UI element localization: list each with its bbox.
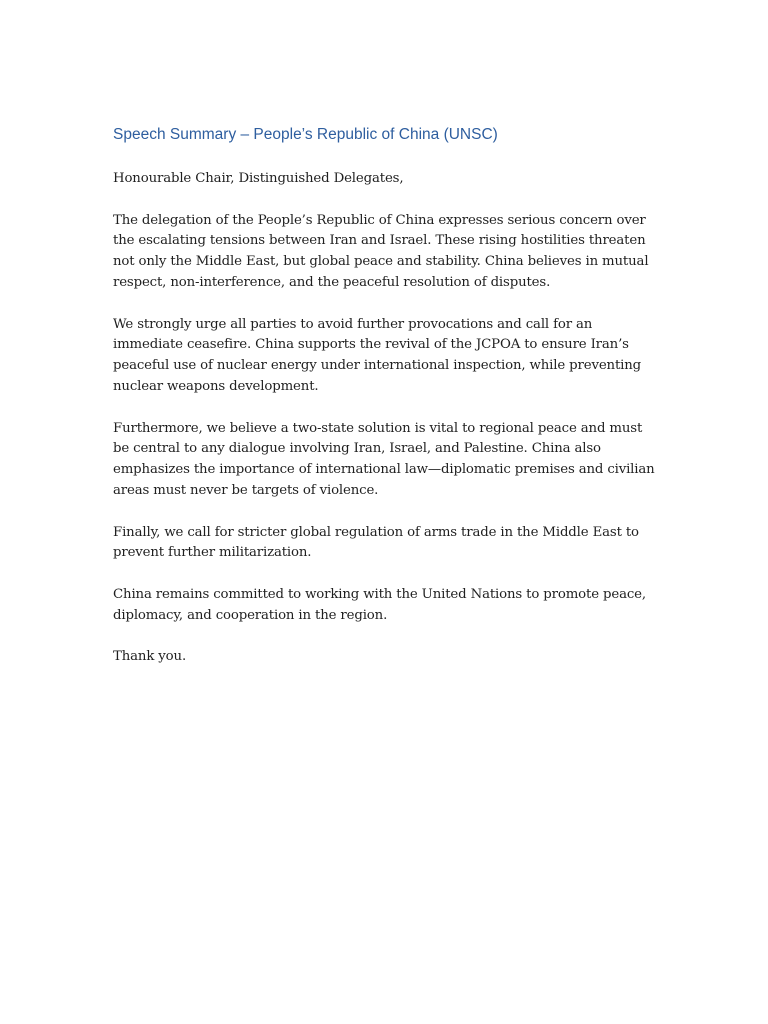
salutation: Honourable Chair, Distinguished Delegates, <box>113 171 404 186</box>
paragraph-commitment: China remains committed to working with the United Nations to promote peace, diplomacy, and cooperation in the region. <box>113 586 646 623</box>
paragraph-concern: The delegation of the People’s Republic of China expresses serious concern over the escalating tensions between Iran and Israel. These rising hostilities threaten not only the Middle East, but global peace and stability. China believes in mutual respect, non-interference, and the peaceful resolution of disputes. <box>113 212 649 290</box>
document-title: Speech Summary – People’s Republic of China (UNSC) <box>113 126 498 143</box>
closing-line: Thank you. <box>113 649 187 665</box>
paragraph-arms-regulation: Finally, we call for stricter global regulation of arms trade in the Middle East to prevent further militarization. <box>113 524 639 561</box>
document-body <box>113 124 658 668</box>
paragraph-ceasefire: We strongly urge all parties to avoid further provocations and call for an immediate ceasefire. China supports the revival of the JCPOA to ensure Iran’s peaceful use of nuclear energy under international inspection, while preventing nuclear weapons development. <box>113 316 642 394</box>
paragraph-two-state-solution: Furthermore, we believe a two-state solution is vital to regional peace and must be central to any dialogue involving Iran, Israel, and Palestine. China also emphasizes the importance of international law—diplomatic premises and civilian areas must never be targets of violence. <box>113 420 655 498</box>
